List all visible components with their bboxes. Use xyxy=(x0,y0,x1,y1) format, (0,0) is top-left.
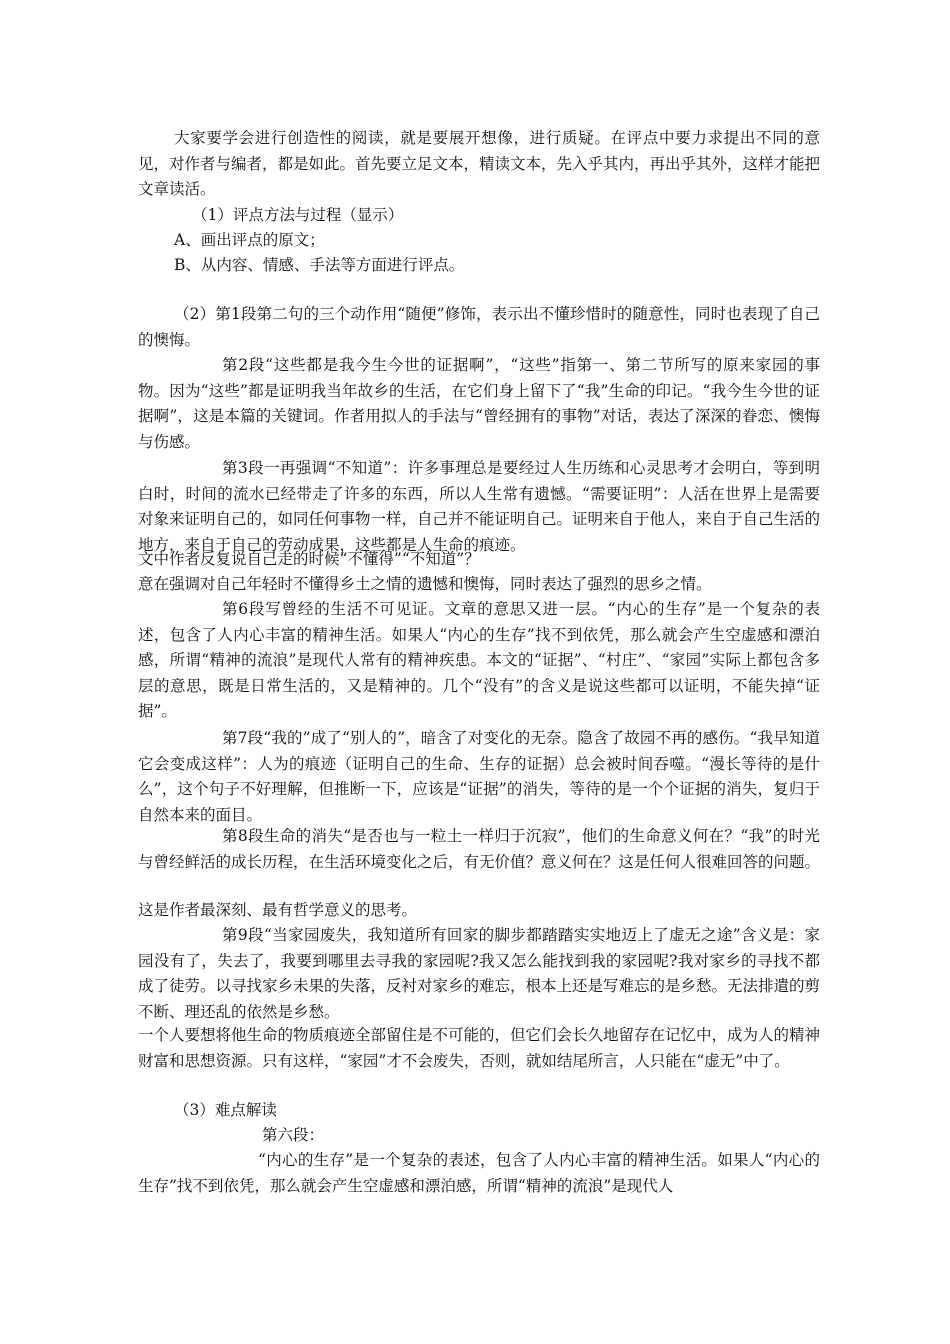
section-3-heading: （3）难点解读 xyxy=(174,1101,277,1119)
para-3: 第3段一再强调“不知道”：许多事理总是要经过人生历练和心灵思考才会明白，等到明白时，时间的流水已经带走了许多的东西，所以人生常有遗憾。“需要证明”：人活在世界上是需要对象来证明自己的，如同任何事物一样，自己并不能证明自己。证明来自于他人，来自于自己生活的地方，来自于自己的劳动成果，这些都是人生命的痕迹。 xyxy=(138,459,821,554)
intro-paragraph: 大家要学会进行创造性的阅读，就是要展开想像，进行质疑。在评点中要力求提出不同的意见，对作者与编者，都是如此。首先要立足文本，精读文本，先入乎其内，再出乎其外，这样才能把文章读活。 xyxy=(138,129,821,198)
difficulty-label: 第六段： xyxy=(262,1126,325,1144)
item-b: B、从内容、情感、手法等方面进行评点。 xyxy=(174,256,465,274)
para-2: 第2段“这些都是我今生今世的证据啊”，“这些”指第一、第二节所写的原来家园的事物。因为“这些”都是证明我当年故乡的生活，在它们身上留下了“我”生命的印记。“我今生今世的证据啊”，这是本篇的关键词。作者用拟人的手法与“曾经拥有的事物”对话，表达了深深的眷恋、懊悔与伤感。 xyxy=(138,356,820,451)
para-6: 第6段写曾经的生活不可见证。文章的意思又进一层。“内心的生存”是一个复杂的表述，包含了人内心丰富的精神生活。如果人“内心的生存”找不到依凭，那么就会产生空虚感和漂泊感，所谓“精神的流浪”是现代人常有的精神疾患。本文的“证据”、“村庄”、“家园”实际上都包含多层的意思，既是日常生活的，又是精神的。几个“没有”的含义是说这些都可以证明，不能失掉“证据”。 xyxy=(138,600,820,720)
section-2-paragraph: （2）第1段第二句的三个动作用“随便”修饰，表示出不懂珍惜时的随意性，同时也表现了自己的懊悔。 xyxy=(138,305,820,349)
para-9-note: 一个人要想将他生命的物质痕迹全部留住是不可能的，但它们会长久地留存在记忆中，成为人的精神财富和思想资源。只有这样，“家园”才不会废失，否则，就如结尾所言，人只能在“虚无”中了。 xyxy=(138,1026,821,1070)
section-1-heading: （1）评点方法与过程（显示） xyxy=(192,206,404,224)
answer-line: 意在强调对自己年轻时不懂得乡土之情的遗憾和懊悔，同时表达了强烈的思乡之情。 xyxy=(138,575,712,593)
para-9: 第9段“当家园废失，我知道所有回家的脚步都踏踏实实地迈上了虚无之途”含义是：家园没有了，失去了，我要到哪里去寻我的家园呢?我又怎么能找到我的家园呢?我对家乡的寻找不都成了徒劳。以寻找家乡未果的失落，反衬对家乡的难忘，根本上还是写难忘的是乡愁。无法排遣的剪不断、理还乱的依然是乡愁。 xyxy=(138,926,821,1021)
item-a: A、画出评点的原文； xyxy=(174,231,325,249)
difficulty-paragraph: “内心的生存”是一个复杂的表述，包含了人内心丰富的精神生活。如果人“内心的生存”找不到依凭，那么就会产生空虚感和漂泊感，所谓“精神的流浪”是现代人 xyxy=(138,1151,820,1195)
para-8: 第8段生命的消失“是否也与一粒土一样归于沉寂”，他们的生命意义何在？“我”的时光与曾经鲜活的成长历程，在生活环境变化之后，有无价值？意义何在？这是任何人很难回答的问题。 xyxy=(138,827,821,871)
question-line: 文中作者反复说自己走的时候“不懂得”“不知道”？ xyxy=(138,550,480,568)
para-7: 第7段“我的”成了“别人的”，暗含了对变化的无奈。隐含了故园不再的感伤。“我早知道它会变成这样”：人为的痕迹（证明自己的生命、生存的证据）总会被时间吞噬。“漫长等待的是什么”，这个句子不好理解，但推断一下，应该是“证据”的消失，等待的是一个个证据的消失，复归于自然本来的面目。 xyxy=(138,729,820,824)
para-8-note: 这是作者最深刻、最有哲学意义的思考。 xyxy=(138,901,418,919)
